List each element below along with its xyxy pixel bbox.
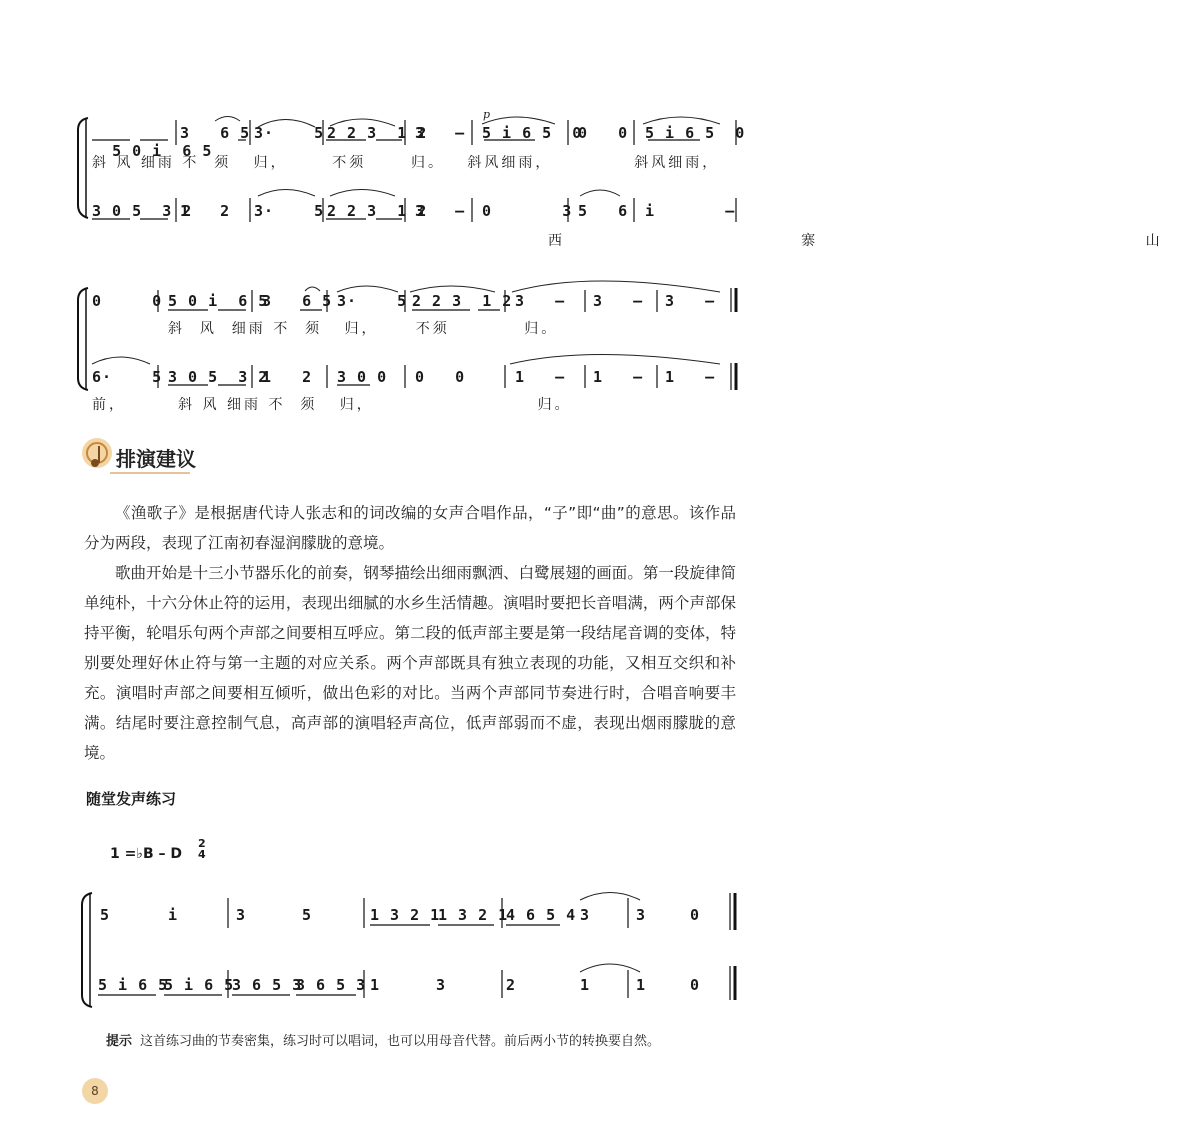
measure: i – bbox=[645, 202, 736, 220]
measure: 3 0 5 3 2 bbox=[92, 202, 193, 220]
measure: 3 – bbox=[415, 124, 466, 142]
tip-text: 这首练习曲的节奏密集，练习时可以唱词，也可以用母音代替。前后两小节的转换要自然。 bbox=[140, 1034, 661, 1049]
time-top: 2 bbox=[198, 837, 206, 850]
key-signature: 1 =♭B – D bbox=[110, 846, 182, 862]
measure: 1 2 bbox=[262, 368, 313, 386]
measure: 3· 5 bbox=[337, 292, 408, 310]
note: 1 bbox=[580, 976, 591, 994]
note: 5 bbox=[100, 906, 111, 924]
measure: 2 2 3 1 2 bbox=[327, 124, 428, 142]
note: 5 i 6 5 bbox=[164, 976, 235, 994]
measure: 3· 5 bbox=[254, 202, 325, 220]
measure: 3 – bbox=[515, 292, 566, 310]
measure: 2 2 3 1 2 bbox=[327, 202, 428, 220]
note: 1 bbox=[370, 976, 381, 994]
note: 0 bbox=[690, 976, 701, 994]
note: 3 bbox=[636, 906, 647, 924]
note: 3 6 5 3 bbox=[296, 976, 367, 994]
measure: 5 0 i 6 5 bbox=[112, 142, 213, 160]
measure: 0 0 bbox=[92, 292, 163, 310]
note: 0 bbox=[690, 906, 701, 924]
system2-soprano-lyrics: 斜 风 细雨 不 须 归， 不须 归。 bbox=[168, 321, 559, 337]
note: 3 bbox=[436, 976, 447, 994]
measure: 3 – bbox=[665, 292, 716, 310]
measure: 0 0 bbox=[578, 124, 629, 142]
note: 1 3 2 1 bbox=[370, 906, 441, 924]
measure: 6· 5 bbox=[92, 368, 163, 386]
measure: 5 i 6 5 0 bbox=[645, 124, 746, 142]
measure: 0 3 bbox=[482, 202, 573, 220]
time-bottom: 4 bbox=[198, 848, 206, 861]
system1-soprano-lyrics: 斜 风 细雨 不 须 归， 不须 归。 斜风细雨， 斜风细雨， bbox=[92, 155, 720, 171]
rehearsal-text bbox=[84, 498, 736, 768]
note: 3 bbox=[236, 906, 247, 924]
measure: 5 6 bbox=[578, 202, 629, 220]
measure: 3 6 5 bbox=[262, 292, 333, 310]
note: 5 bbox=[302, 906, 313, 924]
tip bbox=[106, 1030, 660, 1049]
note: 1 3 2 1 bbox=[438, 906, 509, 924]
measure: 5 0 i 6 5 bbox=[168, 292, 269, 310]
measure: 5 i 6 5 0 bbox=[482, 124, 583, 142]
measure: 3 0 5 3 2 bbox=[168, 368, 269, 386]
measure: 1 2 bbox=[180, 202, 231, 220]
note: 5 i 6 5 bbox=[98, 976, 169, 994]
exercise-slurs bbox=[580, 893, 640, 973]
note: 3 bbox=[580, 906, 591, 924]
paragraph: 《渔歌子》是根据唐代诗人张志和的词改编的女声合唱作品，“子”即“曲”的意思。该作品分为两段，表现了江南初春湿润朦胧的意境。 bbox=[84, 504, 736, 552]
page-number: 8 bbox=[82, 1078, 108, 1104]
measure: 1 – bbox=[515, 368, 566, 386]
measure: 3 6 5 bbox=[180, 124, 251, 142]
system2-alto-lyrics: 前， 斜 风 细雨 不 须 归， 归。 bbox=[92, 397, 572, 413]
tip-label: 提示 bbox=[106, 1034, 133, 1049]
measure: 1 – bbox=[593, 368, 644, 386]
note: i bbox=[168, 906, 179, 924]
measure: 3· 5 bbox=[254, 124, 325, 142]
note: 1 bbox=[636, 976, 647, 994]
measure: 3 – bbox=[593, 292, 644, 310]
note: 4 6 5 4 bbox=[506, 906, 577, 924]
measure: 3 0 0 bbox=[337, 368, 388, 386]
exercise-title: 随堂发声练习 bbox=[86, 790, 177, 808]
system1-alto-lyrics: 西 寨 山 bbox=[548, 233, 1186, 249]
measure: 2 2 3 1 2 bbox=[412, 292, 513, 310]
measure: 0 0 bbox=[415, 368, 466, 386]
dynamic-mark: p bbox=[483, 108, 491, 121]
section-title: 排演建议 bbox=[116, 447, 196, 471]
music-note-icon bbox=[82, 438, 112, 468]
time-signature bbox=[198, 838, 206, 860]
note: 3 6 5 3 bbox=[232, 976, 303, 994]
note: 2 bbox=[506, 976, 517, 994]
paragraph: 歌曲开始是十三小节器乐化的前奏，钢琴描绘出细雨飘洒、白鹭展翅的画面。第一段旋律简单纯朴，十六分休止符的运用，表现出细腻的水乡生活情趣。演唱时要把长音唱满，两个声部保持平衡，轮唱乐句两个声部之间要相互呼应。第二段的低声部主要是第一段结尾音调的变体，特别要处理好休止符与第一主题的对应关系。两个声部既具有独立表现的功能，又相互交织和补充。演唱时声部之间要相互倾听，做出色彩的对比。当两个声部同节奏进行时，合唱音响要丰满。结尾时要注意控制气息，高声部的演唱轻声高位，低声部弱而不虚，表现出烟雨朦胧的意境。 bbox=[84, 564, 736, 762]
measure: 1 – bbox=[665, 368, 716, 386]
measure: 3 – bbox=[415, 202, 466, 220]
